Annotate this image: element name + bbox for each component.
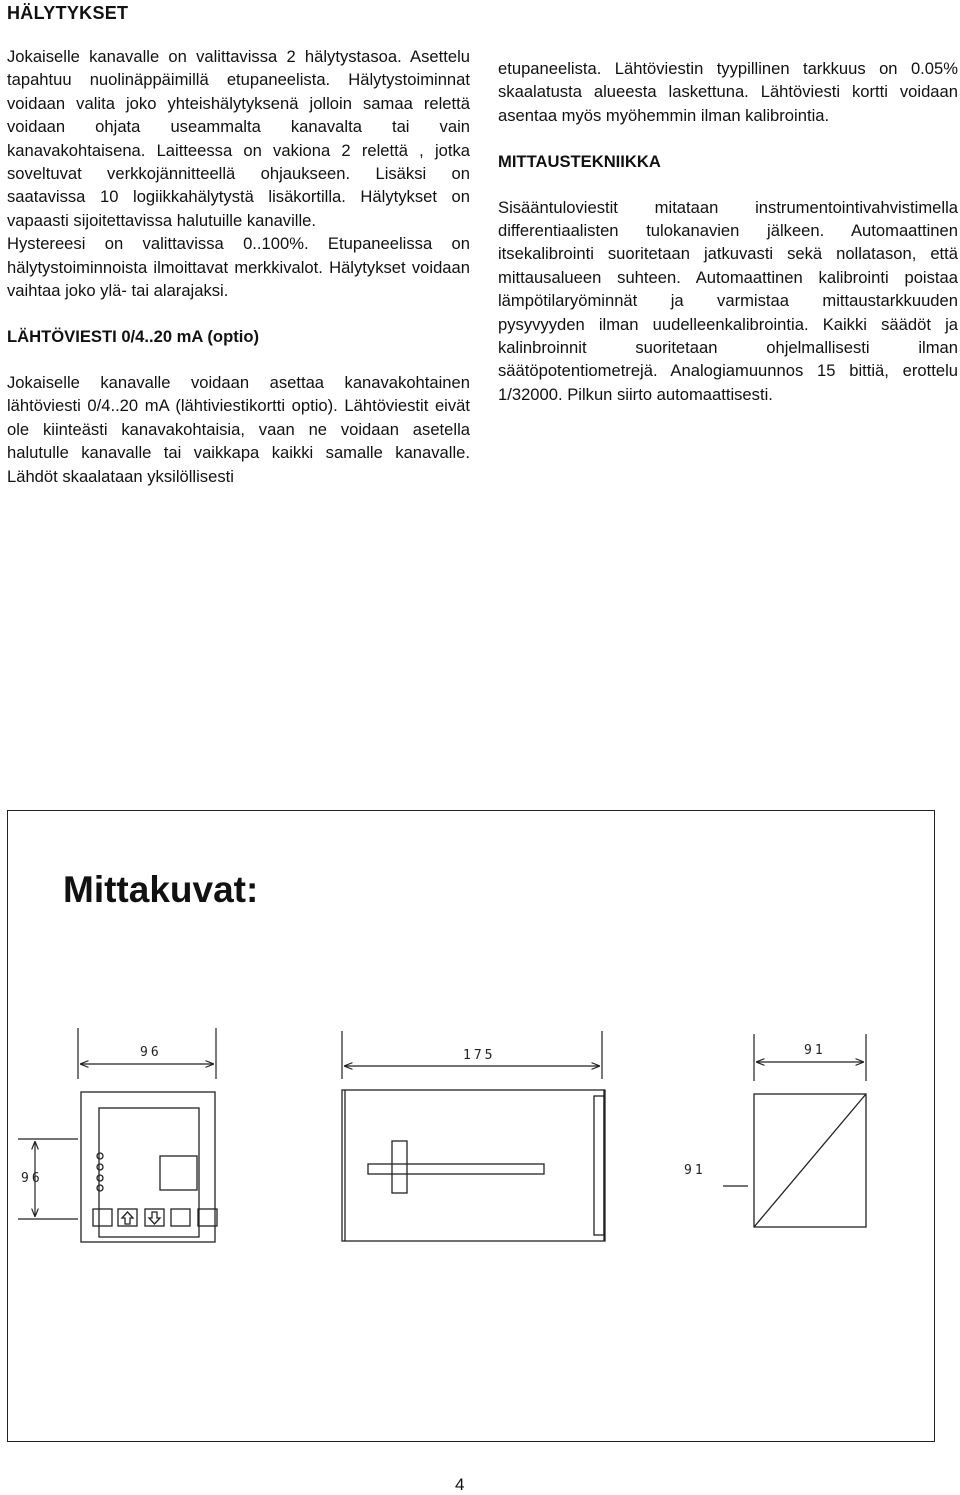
spacer <box>7 349 470 371</box>
front-key <box>93 1209 112 1226</box>
front-height-label: 96 <box>21 1171 43 1186</box>
alarms-paragraph-2: Hystereesi on valittavissa 0..100%. Etupaneelissa on hälytystoiminnoista ilmoittavat merkkivalot. Hälytykset voidaan vaihtaa joko ylä- tai alarajaksi. <box>7 234 470 301</box>
arrow-down-icon <box>149 1212 160 1224</box>
diagonal-cutout-icon <box>754 1094 866 1227</box>
cutout-height-label: 91 <box>684 1163 706 1178</box>
spacer <box>7 302 470 325</box>
front-width-label: 96 <box>140 1045 162 1060</box>
side-view <box>342 1090 605 1241</box>
left-column <box>7 45 470 488</box>
arrow-up-icon <box>122 1212 133 1224</box>
output-heading: LÄHTÖVIESTI 0/4..20 mA (optio) <box>7 327 260 347</box>
page-number: 4 <box>455 1475 465 1494</box>
led-icon <box>97 1175 103 1181</box>
led-icon <box>97 1185 103 1191</box>
spacer <box>498 174 958 196</box>
spacer <box>498 127 958 150</box>
output-paragraph: Jokaiselle kanavalle voidaan asettaa kanavakohtainen lähtöviesti 0/4..20 mA (lähtiviestikortti optio). Lähtöviestit eivät ole kiinteästi kanavakohtaisia, vaan ne voidaan asetella halutulle kanavalle tai vaikkapa kaikki samalle kanavalle. Lähdöt skaalataan yksilöllisesti <box>7 372 470 486</box>
display-window <box>160 1156 197 1190</box>
front-key <box>171 1209 190 1226</box>
front-key <box>198 1209 217 1226</box>
cutout-view <box>754 1094 866 1227</box>
dimension-drawing <box>8 811 934 1441</box>
alarms-paragraph-1: Jokaiselle kanavalle on valittavissa 2 hälytystasoa. Asettelu tapahtuu nuolinäppäimillä etupaneelista. Hälytystoiminnat voidaan valita joko yhteishälytyksenä jolloin samaa relettä voidaan ohjata useammalta kanavalta tai vain kanavakohtaisena. Laitteessa on vakiona 2 relettä , jotka soveltuvat verkkojännitteellä ohjaukseen. Lisäksi on saatavissa 10 logiikkahälytystä lisäkortilla. Hälytykset on vapaasti sijoitettavissa halutuille kanaville. <box>7 47 470 230</box>
drawing-title: Mittakuvat: <box>63 869 259 910</box>
page-heading: HÄLYTYKSET <box>7 3 129 23</box>
output-paragraph-continued: etupaneelista. Lähtöviestin tyypillinen tarkkuus on 0.05% skaalatusta alueesta laskettuna. Lähtöviesti kortti voidaan asentaa myös myöhemmin ilman kalibrointia. <box>498 59 958 125</box>
cutout-width-label: 91 <box>804 1043 826 1058</box>
measurement-heading: MITTAUSTEKNIIKKA <box>498 152 661 172</box>
led-icon <box>97 1153 103 1159</box>
front-view <box>81 1092 217 1242</box>
led-icon <box>97 1164 103 1170</box>
measurement-paragraph: Sisääntuloviestit mitataan instrumentointivahvistimella differentiaalisten tulokanavien jälkeen. Automaattinen itsekalibrointi suoritetaan jatkuvasti sekä nollatason, että mittausalueen suhteen. Automaattinen kalibrointi poistaa lämpötilaryöminnät ja varmistaa mittaustarkkuuden pysyvyyden ilman uudelleenkalibrointia. Kaikki säädöt ja kalinbroinnit suoritetaan ohjelmallisesti ilman säätöpotentiometrejä. Analogiamuunnos 15 bittiä, erottelu 1/32000. Pilkun siirto automaattisesti. <box>498 197 958 404</box>
dimension-drawing-frame <box>7 810 935 1442</box>
side-depth-label: 175 <box>463 1048 496 1063</box>
right-column <box>498 57 958 406</box>
